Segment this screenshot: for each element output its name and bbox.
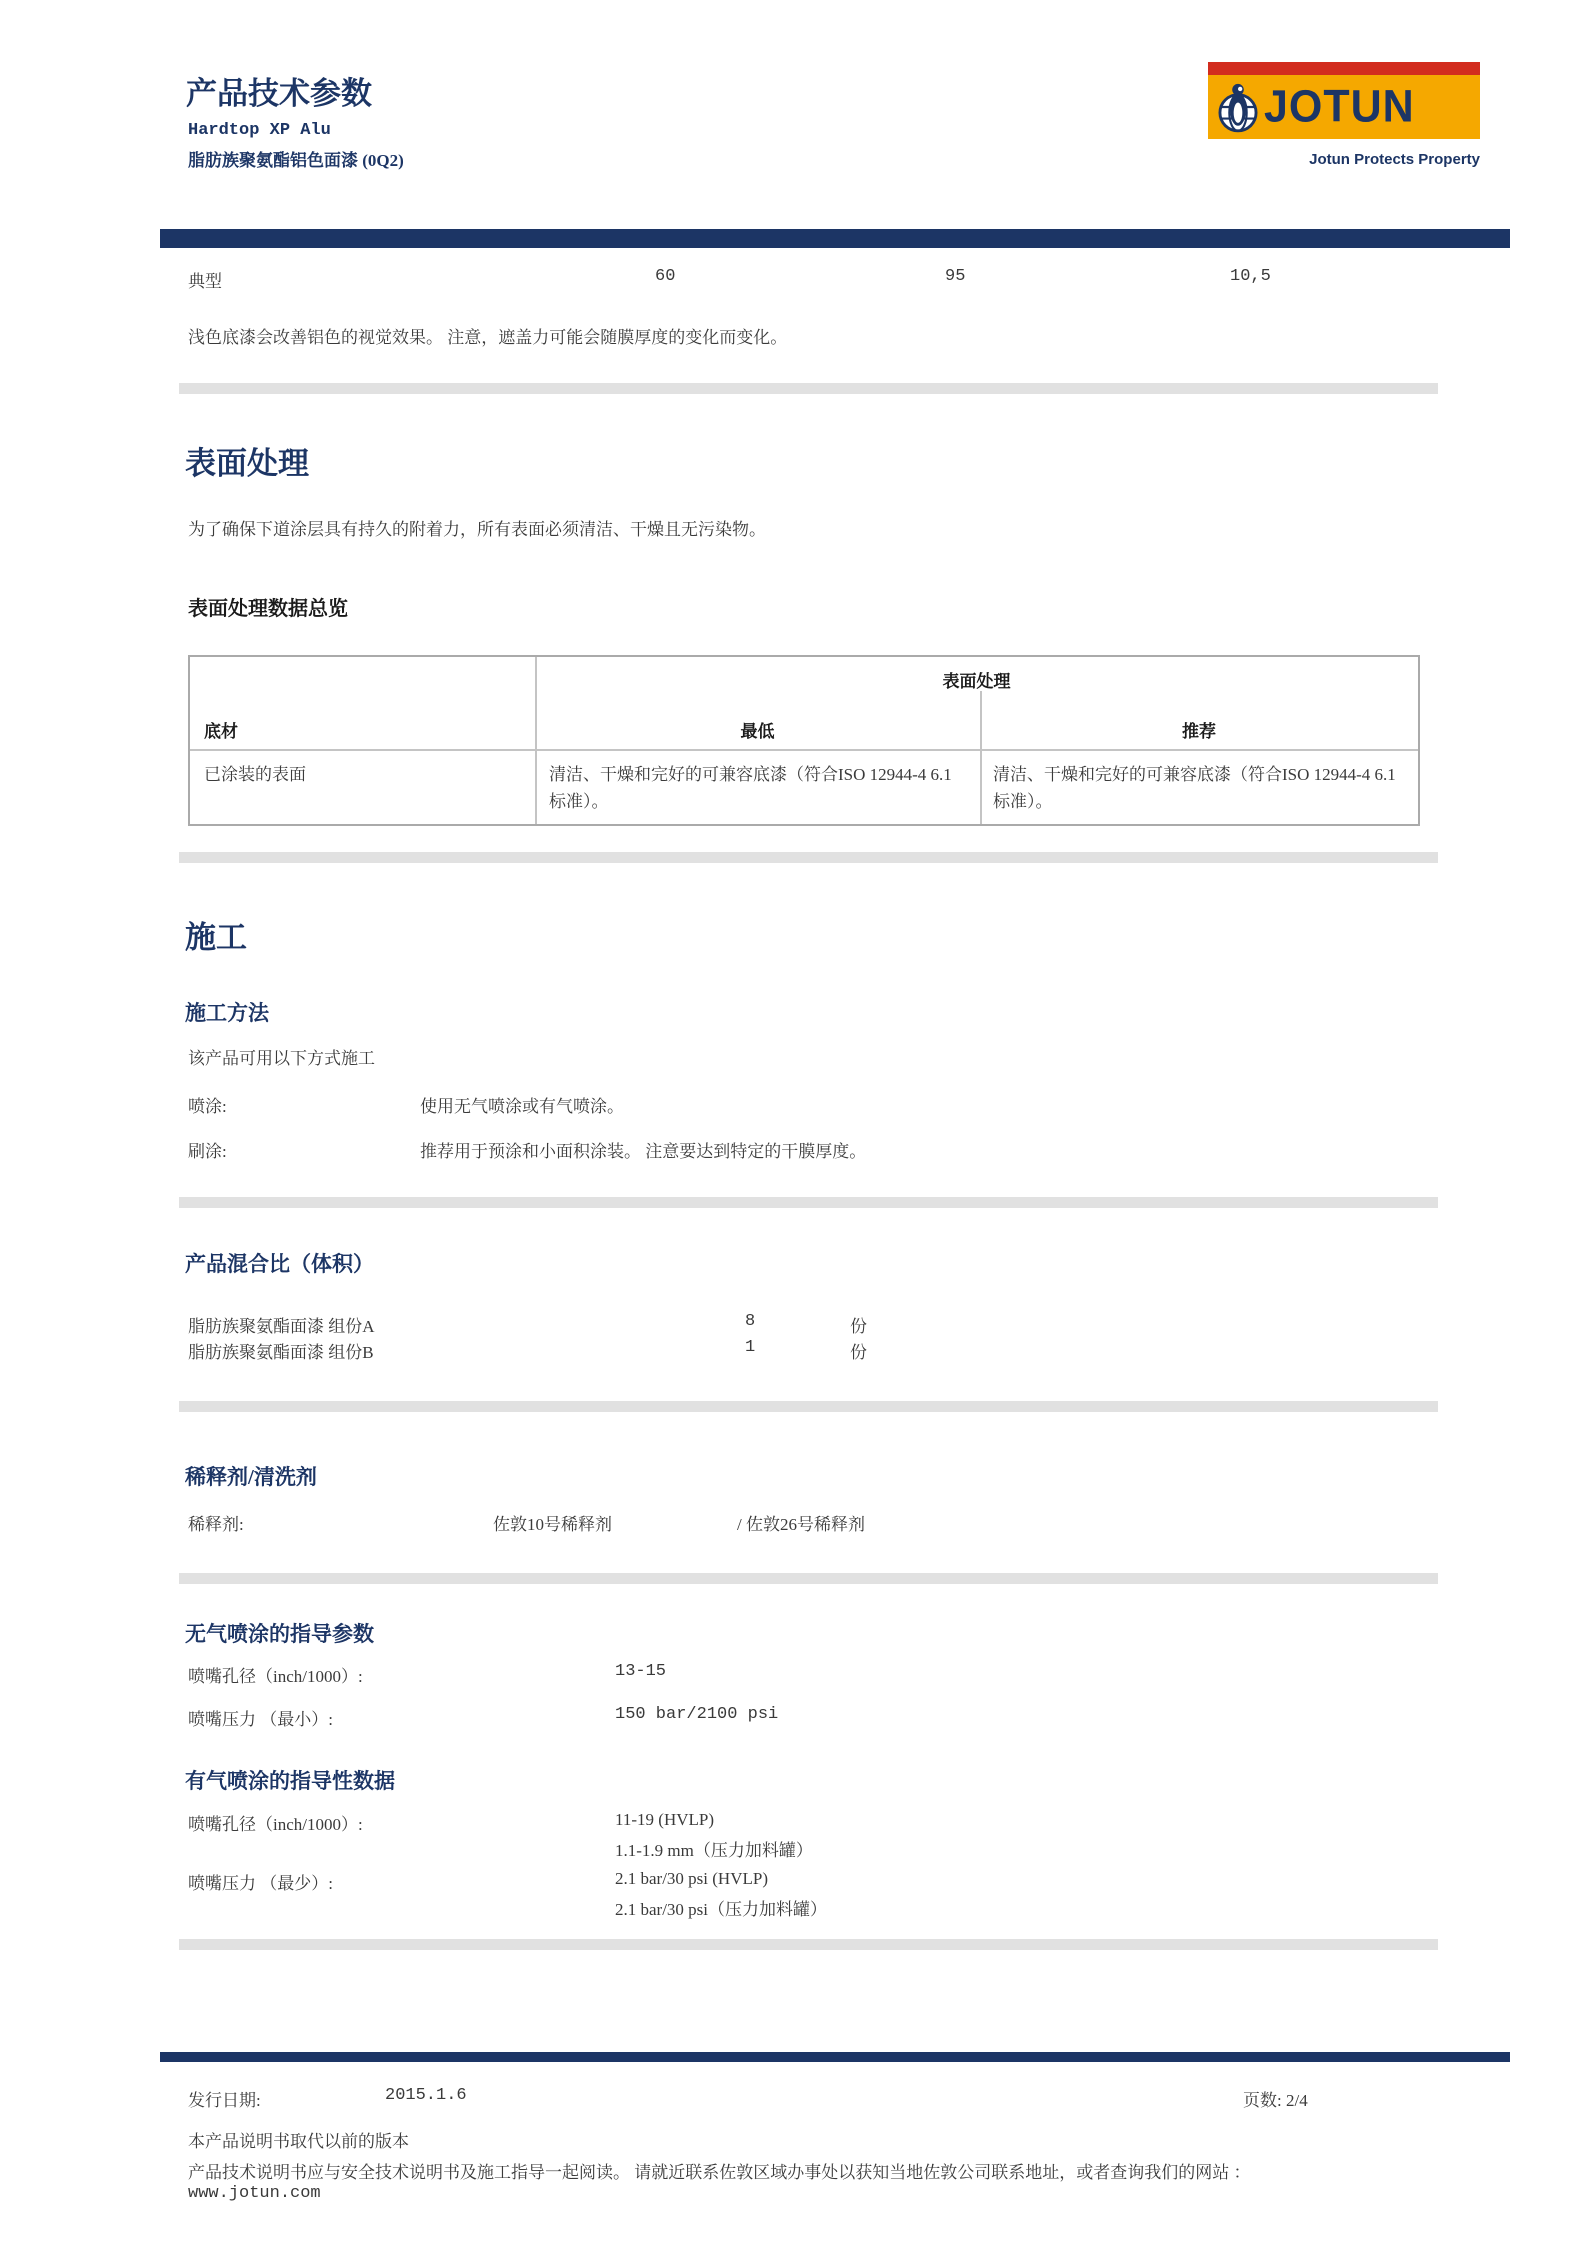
mix-row-unit: 份 xyxy=(850,1317,867,1336)
airless-row-label: 喷嘴孔径（inch/1000）: xyxy=(188,1667,363,1686)
airspray-row-value-line: 1.1-1.9 mm（压力加料罐） xyxy=(615,1841,813,1860)
mix-row-value: 1 xyxy=(745,1338,756,1357)
surface-prep-heading: 表面处理 xyxy=(185,446,309,481)
thinner-value: 佐敦10号稀释剂 xyxy=(493,1515,612,1534)
col-header-substrate: 底材 xyxy=(204,722,238,741)
mix-row-value: 8 xyxy=(745,1312,756,1331)
footer-note-1: 本产品说明书取代以前的版本 xyxy=(188,2132,409,2151)
surface-prep-table-title: 表面处理数据总览 xyxy=(188,598,348,620)
product-description: 脂肪族聚氨酯铝色面漆 (0Q2) xyxy=(188,151,404,170)
mix-ratio-heading: 产品混合比（体积） xyxy=(185,1252,374,1276)
airspray-row-value-line: 11-19 (HVLP) xyxy=(615,1810,714,1829)
page-number: 页数: 2/4 xyxy=(1243,2091,1308,2110)
logo-wordmark: JOTUN xyxy=(1264,81,1415,132)
method-row-label: 喷涂: xyxy=(188,1097,227,1116)
airspray-heading: 有气喷涂的指导性数据 xyxy=(185,1769,395,1793)
mix-row-label: 脂肪族聚氨酯面漆 组份A xyxy=(188,1317,375,1336)
methods-intro: 该产品可用以下方式施工 xyxy=(188,1049,375,1068)
table-vertical-divider-2 xyxy=(980,691,982,824)
airless-row-label: 喷嘴压力 （最小）: xyxy=(188,1710,333,1729)
cell-substrate: 已涂装的表面 xyxy=(204,765,306,784)
product-name: Hardtop XP Alu xyxy=(188,121,331,140)
website-url: www.jotun.com xyxy=(188,2184,321,2203)
airless-row-value: 150 bar/2100 psi xyxy=(615,1705,779,1724)
surface-prep-intro: 为了确保下道涂层具有持久的附着力，所有表面必须清洁、干燥且无污染物。 xyxy=(188,520,766,539)
aluminium-note: 浅色底漆会改善铝色的视觉效果。 注意，遮盖力可能会随膜厚度的变化而变化。 xyxy=(188,328,788,347)
table-span-header: 表面处理 xyxy=(942,672,1011,691)
page-title: 产品技术参数 xyxy=(186,76,372,111)
jotun-globe-icon xyxy=(1216,81,1260,133)
logo-red-bar xyxy=(1208,62,1480,75)
mix-row-label: 脂肪族聚氨酯面漆 组份B xyxy=(188,1343,374,1362)
airspray-row-label: 喷嘴压力 （最少）: xyxy=(188,1874,333,1893)
method-row-value: 推荐用于预涂和小面积涂装。 注意要达到特定的干膜厚度。 xyxy=(420,1142,867,1161)
method-row-value: 使用无气喷涂或有气喷涂。 xyxy=(420,1097,624,1116)
footer-note-2: 产品技术说明书应与安全技术说明书及施工指导一起阅读。 请就近联系佐敦区域办事处以获知当地佐敦公司联系地址，或者查询我们的网站 ： xyxy=(188,2163,1251,2182)
typical-value-3: 10,5 xyxy=(1230,267,1271,286)
application-heading: 施工 xyxy=(185,920,247,955)
cell-minimum: 清洁、干燥和完好的可兼容底漆（符合ISO 12944-4 6.1标准）。 xyxy=(549,765,952,812)
section-separator-2 xyxy=(179,852,1438,863)
issue-date-value: 2015.1.6 xyxy=(385,2086,467,2105)
logo-tagline: Jotun Protects Property xyxy=(1309,151,1480,168)
airless-heading: 无气喷涂的指导参数 xyxy=(185,1622,374,1646)
airspray-row-value-line: 2.1 bar/30 psi（压力加料罐） xyxy=(615,1900,828,1919)
airspray-row-label: 喷嘴孔径（inch/1000）: xyxy=(188,1815,363,1834)
mix-row-unit: 份 xyxy=(850,1343,867,1362)
thinner-heading: 稀释剂/清洗剂 xyxy=(185,1465,317,1489)
method-row-label: 刷涂: xyxy=(188,1142,227,1161)
footer-divider-bar xyxy=(160,2052,1510,2062)
logo-yellow-box xyxy=(1208,75,1480,139)
methods-heading: 施工方法 xyxy=(185,1001,269,1025)
section-separator-5 xyxy=(179,1573,1438,1584)
section-separator-4 xyxy=(179,1401,1438,1412)
typical-value-1: 60 xyxy=(655,267,676,286)
airless-row-value: 13-15 xyxy=(615,1662,667,1681)
typical-value-2: 95 xyxy=(945,267,966,286)
col-header-minimum: 最低 xyxy=(740,722,775,741)
surface-prep-table xyxy=(188,655,1420,826)
top-divider-bar xyxy=(160,229,1510,248)
jotun-logo xyxy=(1208,62,1480,139)
table-header-divider xyxy=(190,749,1418,751)
section-separator-1 xyxy=(179,383,1438,394)
thinner-value-2: / 佐敦26号稀释剂 xyxy=(737,1515,865,1534)
col-header-recommended: 推荐 xyxy=(1182,722,1216,741)
section-separator-3 xyxy=(179,1197,1438,1208)
thinner-label: 稀释剂: xyxy=(188,1515,244,1534)
typical-label: 典型 xyxy=(188,272,222,291)
cell-recommended: 清洁、干燥和完好的可兼容底漆（符合ISO 12944-4 6.1标准）。 xyxy=(993,765,1396,812)
issue-date-label: 发行日期: xyxy=(188,2091,261,2110)
section-separator-6 xyxy=(179,1939,1438,1950)
airspray-row-value-line: 2.1 bar/30 psi (HVLP) xyxy=(615,1869,768,1888)
